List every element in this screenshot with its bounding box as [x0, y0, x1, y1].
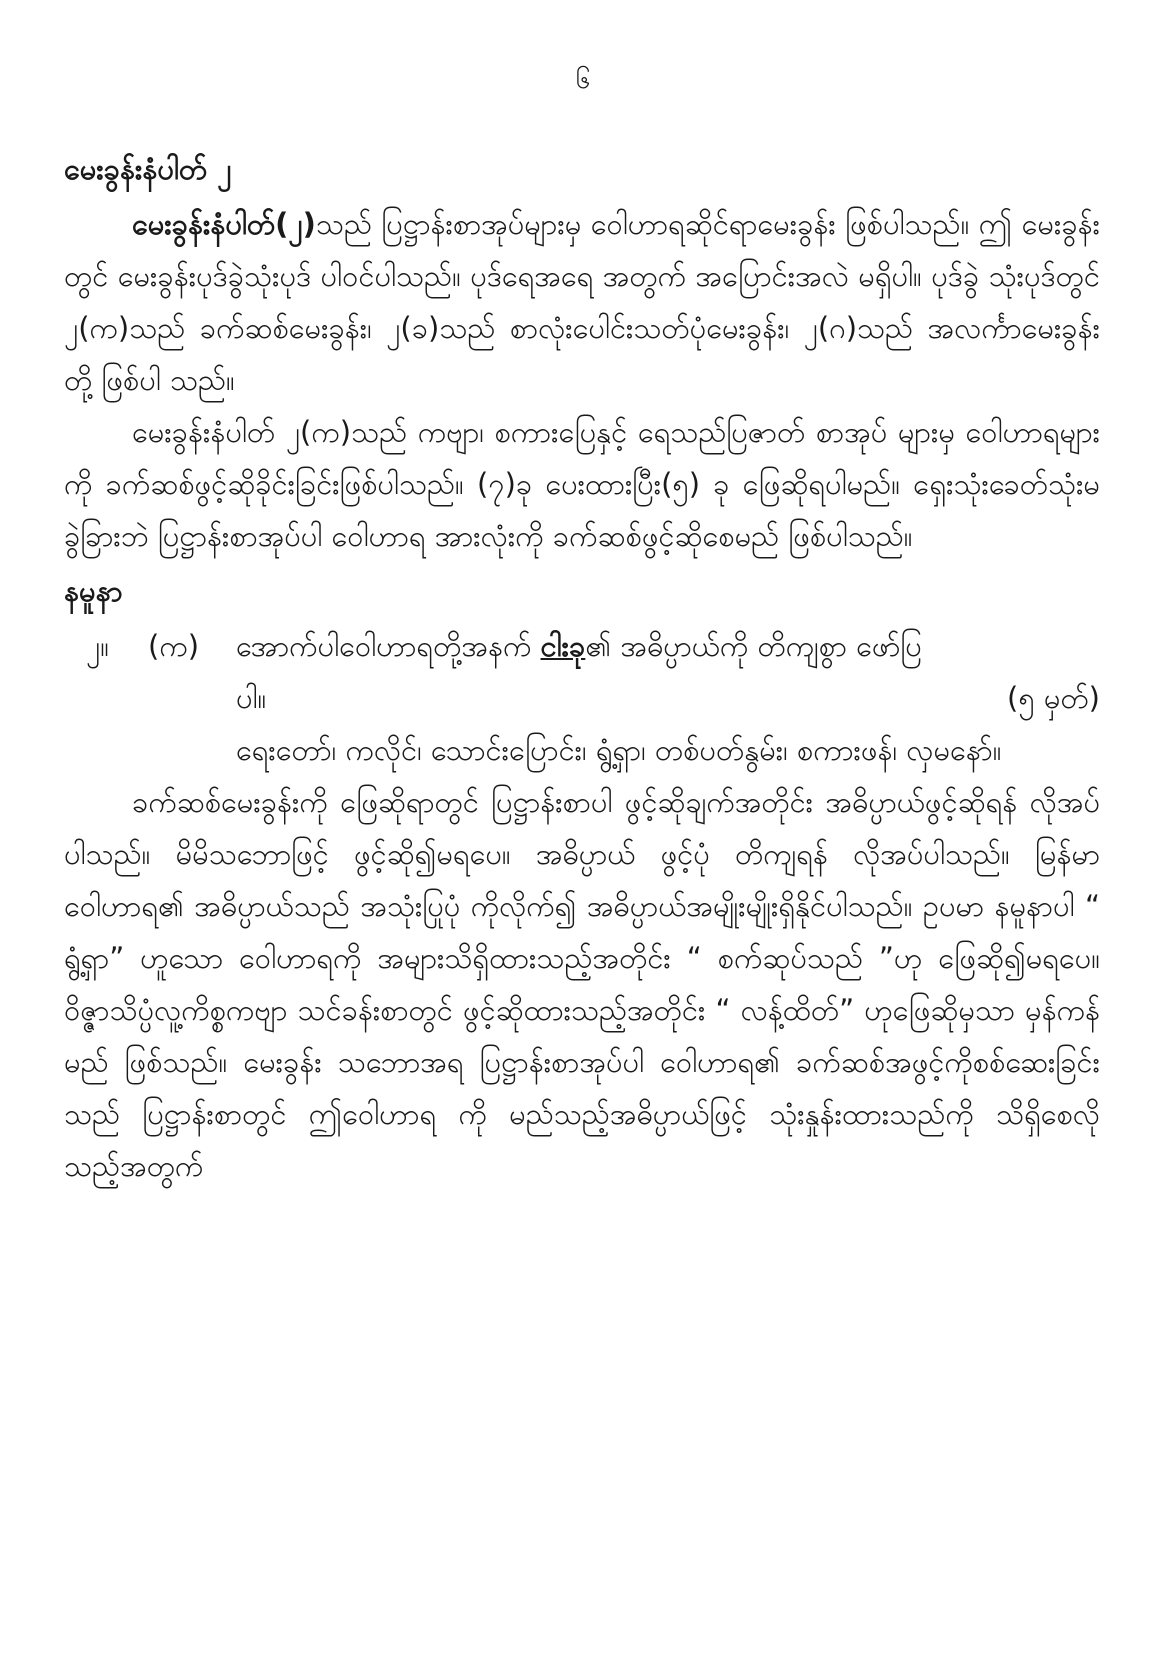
question-marks: (၅ မှတ်) — [1007, 681, 1100, 715]
question-text-after: ၏ အဓိပ္ပာယ်ကို တိကျစွာ ဖော်ပြ — [585, 629, 922, 663]
sample-heading: နမူနာ — [64, 574, 123, 608]
question-text-end: ပါ။ — [236, 681, 267, 715]
question-text-before: အောက်ပါဝေါဟာရတို့အနက် — [236, 629, 541, 663]
question-text — [236, 620, 1100, 672]
intro-bold-lead: မေးခွန်းနံပါတ်(၂) — [132, 207, 316, 241]
section-heading: မေးခွန်းနံပါတ် ၂ — [64, 152, 232, 186]
sample-question — [86, 620, 1100, 776]
question-number: ၂။ — [86, 629, 110, 663]
intro-text: သည် ပြဋ္ဌာန်းစာအုပ်များမှ ဝေါဟာရဆိုင်ရာမေးခွန်း ဖြစ်ပါသည်။ ဤ မေးခွန်းတွင် မေးခွန်းပုဒ်ခွဲသုံးပုဒ် ပါဝင်ပါသည်။ ပုဒ်ရေအရေ အတွက် အပြောင်းအလဲ မရှိပါ။ ပုဒ်ခွဲ သုံးပုဒ်တွင် ၂(က)သည် ခက်ဆစ်မေးခွန်း၊ ၂(ခ)သည် စာလုံးပေါင်းသတ်ပုံမေးခွန်း၊ ၂(ဂ)သည် အလင်္ကာမေးခွန်းတို့ ဖြစ်ပါ သည်။ — [64, 207, 1100, 397]
paragraph-3: ခက်ဆစ်မေးခွန်းကို ဖြေဆိုရာတွင် ပြဋ္ဌာန်းစာပါ ဖွင့်ဆိုချက်အတိုင်း အဓိပ္ပာယ်ဖွင့်ဆိုရန် လိုအပ်ပါသည်။ မိမိသဘောဖြင့် ဖွင့်ဆို၍မရပေ။ အဓိပ္ပာယ် ဖွင့်ပုံ တိကျရန် လိုအပ်ပါသည်။ မြန်မာဝေါဟာရ၏ အဓိပ္ပာယ်သည် အသုံးပြုပုံ ကိုလိုက်၍ အဓိပ္ပာယ်အမျိုးမျိုးရှိနိုင်ပါသည်။ ဥပမာ နမူနာပါ “ ရွံ့ရှာ” ဟူသော ဝေါဟာရကို အများသိရှိထားသည့်အတိုင်း “ စက်ဆုပ်သည် ”ဟု ဖြေဆို၍မရပေ။ ဝိဇ္ဇာသိပ္ပံလူ့ကိစ္စကဗျာ သင်ခန်းစာတွင် ဖွင့်ဆိုထားသည့်အတိုင်း “ လန့်ထိတ်” ဟုဖြေဆိုမှသာ မှန်ကန်မည် ဖြစ်သည်။ မေးခွန်း သဘောအရ ပြဋ္ဌာန်းစာအုပ်ပါ ဝေါဟာရ၏ ခက်ဆစ်အဖွင့်ကိုစစ်ဆေးခြင်းသည် ပြဋ္ဌာန်းစာတွင် ဤဝေါဟာရ ကို မည်သည့်အဓိပ္ပာယ်ဖြင့် သုံးနှုန်းထားသည်ကို သိရှိစေလိုသည့်အတွက် — [64, 785, 1100, 1183]
question-word-list: ရေးတော်၊ ကလိုင်၊ သောင်းပြောင်း၊ ရွံ့ရှာ၊ တစ်ပတ်နွမ်း၊ စကားဖန်၊ လှမနော်။ — [236, 733, 1002, 767]
page-number: ၆ — [575, 65, 591, 95]
question-sub-label: (က) — [148, 629, 200, 663]
question-marks-line — [236, 672, 1100, 724]
question-body — [236, 620, 1100, 776]
intro-paragraph — [64, 198, 1100, 406]
page-content — [64, 140, 1100, 1192]
question-underlined-count: ငါးခု — [540, 629, 586, 663]
paragraph-2: မေးခွန်းနံပါတ် ၂(က)သည် ကဗျာ၊ စကားပြေနှင့် ရေသည်ပြဇာတ် စာအုပ် များမှ ဝေါဟာရများကို ခက်ဆစ်ဖွင့်ဆိုခိုင်းခြင်းဖြစ်ပါသည်။ (၇)ခု ပေးထားပြီး(၅) ခု ဖြေဆိုရပါမည်။ ရှေးသုံးခေတ်သုံးမခွဲခြားဘဲ ပြဋ္ဌာန်းစာအုပ်ပါ ဝေါဟာရ အားလုံးကို ခက်ဆစ်ဖွင့်ဆိုစေမည် ဖြစ်ပါသည်။ — [64, 415, 1100, 553]
